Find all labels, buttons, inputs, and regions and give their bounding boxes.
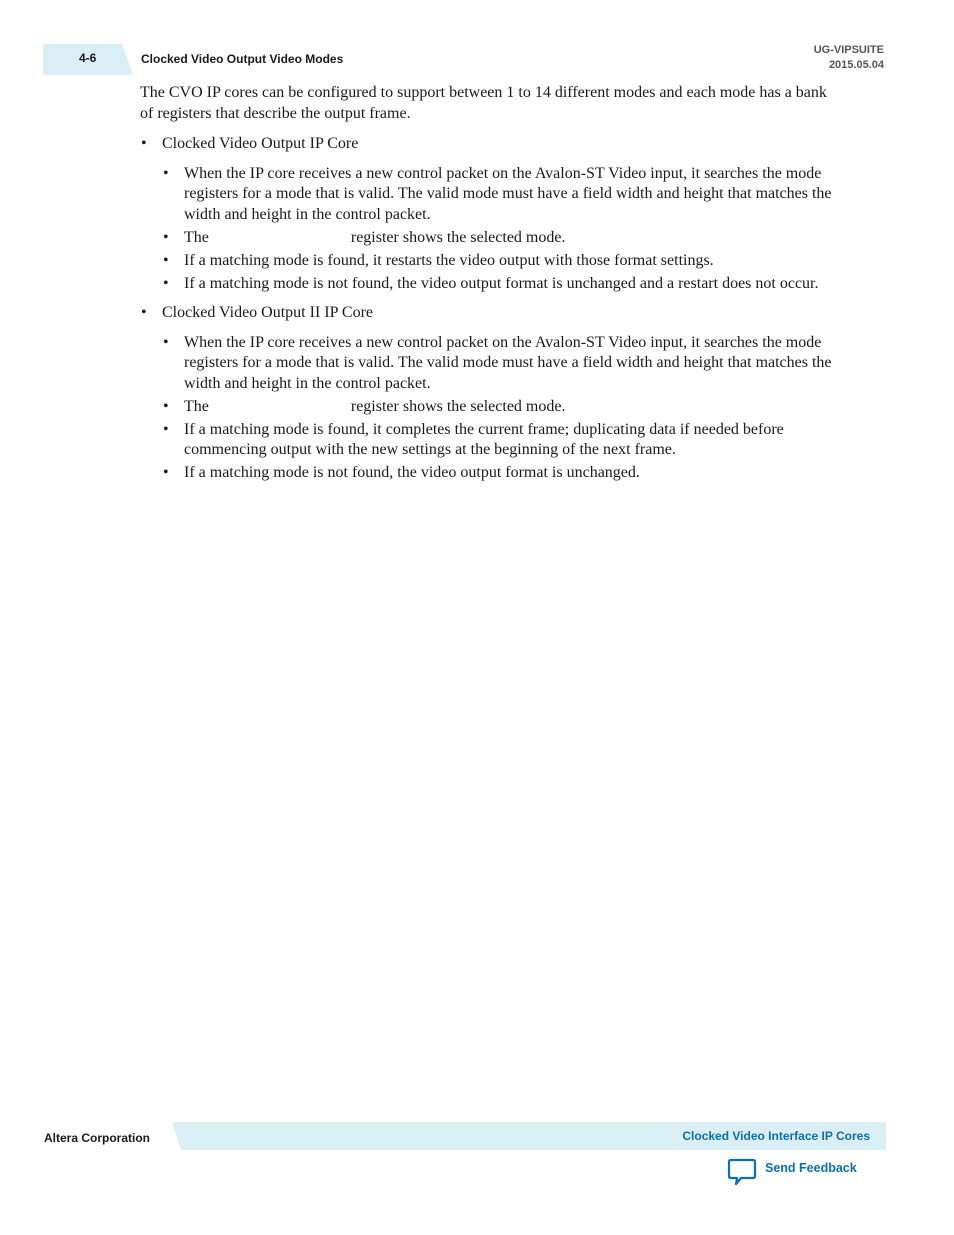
list-item [162,397,844,418]
page-number: 4-6 [79,51,97,65]
list-item-suffix: register shows the selected mode. [350,397,566,415]
section-title: Clocked Video Output Video Modes [141,52,344,66]
list-item: • If a matching mode is found, it restarts the video output with those format settings. [162,251,844,272]
document-date: 2015.05.04 [828,59,884,71]
list-item [162,228,844,249]
speech-bubble-icon [727,1158,757,1186]
document-id-block [814,43,884,73]
document-id: UG-VIPSUITE [813,44,884,56]
list-item-prefix: The [184,397,209,415]
core-item-cvo-ii [140,303,844,484]
main-content [140,83,844,493]
core-name: Clocked Video Output IP Core [162,135,359,152]
core-list [140,134,844,484]
behavior-list [162,333,844,484]
list-item: • When the IP core receives a new control packet on the Avalon-ST Video input, it searches the mode registers for a mode that is valid. The valid mode must have a field width and height that matches the width and height in the control packet. [162,333,844,395]
list-item: • If a matching mode is not found, the video output format is unchanged and a restart does not occur. [162,274,844,295]
list-item: • If a matching mode is found, it completes the current frame; duplicating data if needed before commencing output with the new settings at the beginning of the next frame. [162,420,844,461]
core-item-cvo [140,134,844,294]
send-feedback-link[interactable] [727,1158,857,1186]
intro-paragraph: The CVO IP cores can be configured to support between 1 to 14 different modes and each mode has a bank of registers that describe the output frame. [140,84,827,122]
behavior-list [162,164,844,295]
list-item: • When the IP core receives a new control packet on the Avalon-ST Video input, it searches the mode registers for a mode that is valid. The valid mode must have a field width and height that matches the width and height in the control packet. [162,164,844,226]
list-item: • If a matching mode is not found, the video output format is unchanged. [162,463,844,484]
send-feedback-label: Send Feedback [765,1161,857,1175]
company-name: Altera Corporation [44,1131,151,1145]
document-title-link[interactable]: Clocked Video Interface IP Cores [682,1129,870,1143]
core-name: Clocked Video Output II IP Core [162,304,374,321]
list-item-suffix: register shows the selected mode. [350,228,566,246]
list-item-prefix: The [184,228,209,246]
